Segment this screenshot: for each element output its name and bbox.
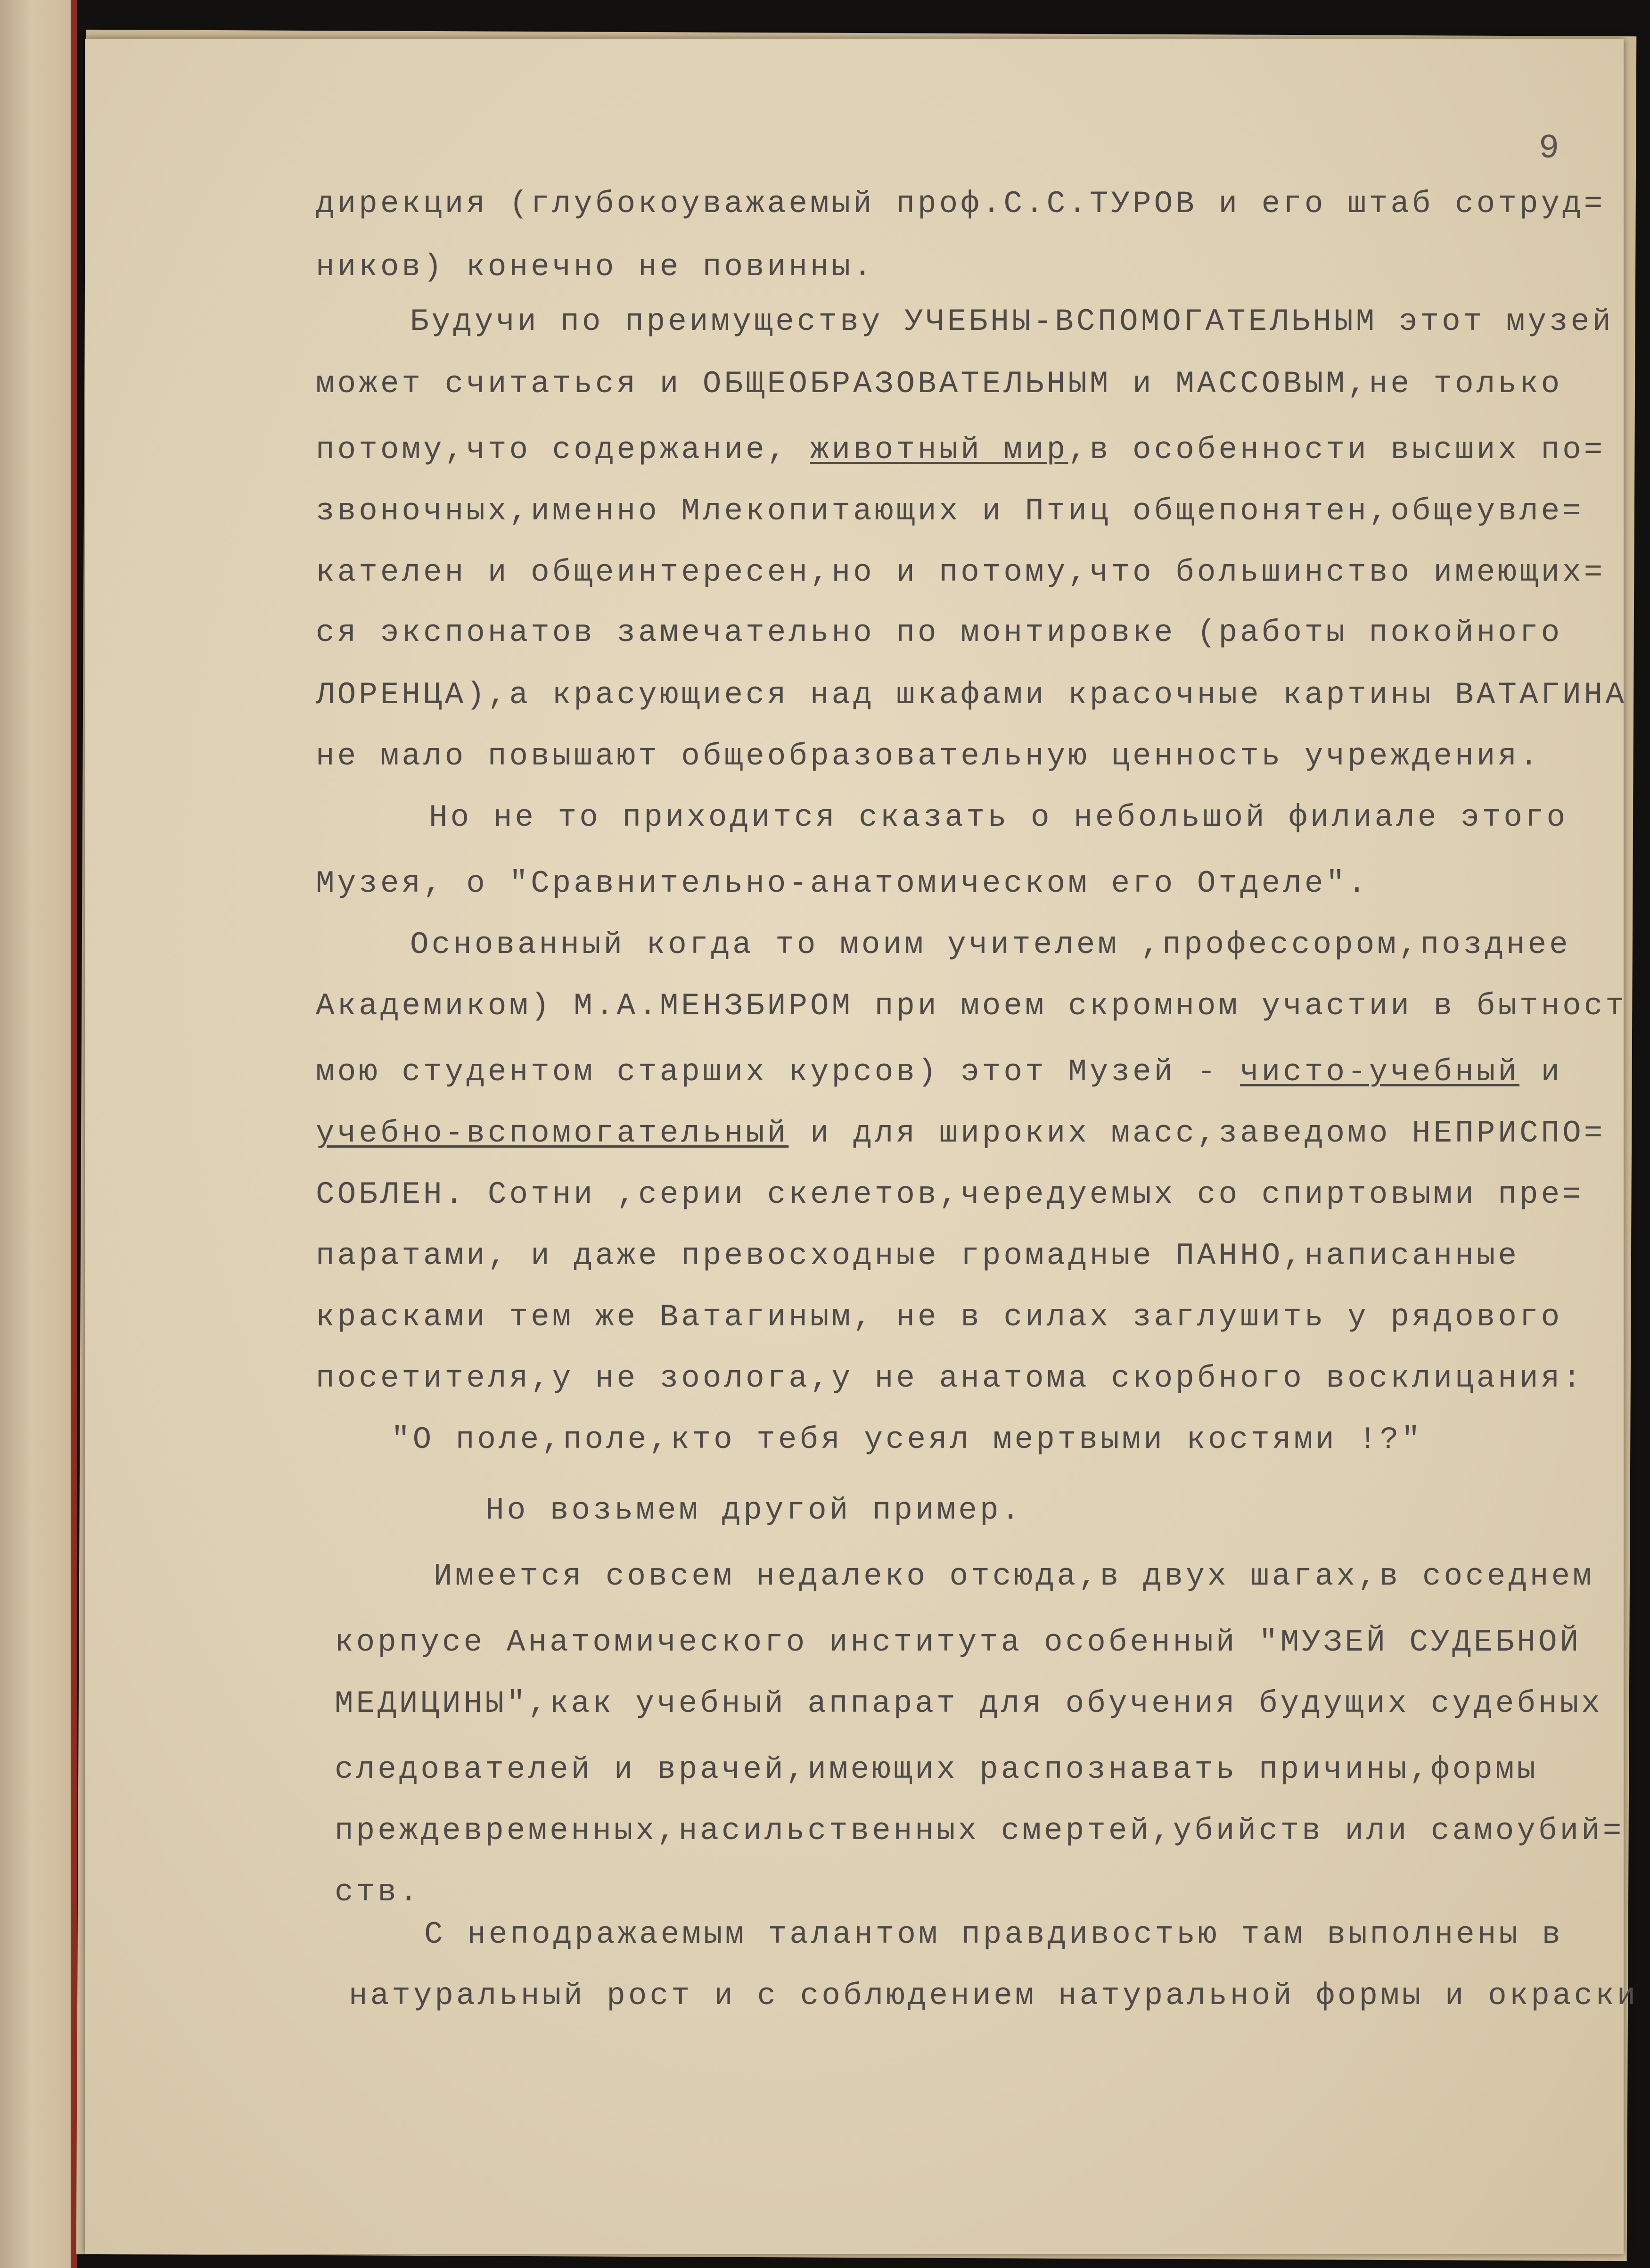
text-line-6: звоночных,именно Млекопитающих и Птиц общепонятен,общеувле=	[316, 493, 1584, 529]
text-line-4: может считаться и ОБЩЕОБРАЗОВАТЕЛЬНЫМ и МАССОВЫМ,не только	[316, 366, 1563, 402]
page-number: 9	[1539, 129, 1560, 168]
text-line-27: преждевременных,насильственных смертей,убийств или самоубий=	[335, 1813, 1625, 1849]
text-line-14: Академиком) М.А.МЕНЗБИРОМ при моем скромном участии в бытност	[316, 988, 1627, 1024]
text-line-5	[316, 432, 1606, 468]
text-line-21: "О поле,поле,кто тебя усеял мертвыми костями !?"	[391, 1422, 1423, 1457]
text-line-15-a: мою студентом старших курсов) этот Музей -	[316, 1054, 1240, 1090]
text-line-15-c: и	[1519, 1054, 1563, 1090]
text-line-1: дирекция (глубокоуважаемый проф.С.С.ТУРОВ и его штаб сотруд=	[316, 186, 1606, 222]
text-line-18: паратами, и даже превосходные громадные ПАННО,написанные	[316, 1238, 1519, 1274]
text-line-17: СОБЛЕН. Сотни ,серии скелетов,чередуемых со спиртовыми пре=	[316, 1177, 1584, 1212]
text-line-25: МЕДИЦИНЫ",как учебный аппарат для обучения будущих судебных	[335, 1686, 1603, 1721]
text-line-29: С неподражаемым талантом правдивостью там выполнены в	[424, 1917, 1564, 1952]
text-line-3: Будучи по преимуществу УЧЕБНЫ-ВСПОМОГАТЕЛЬНЫМ этот музей	[410, 304, 1614, 339]
text-line-16	[316, 1118, 1605, 1149]
text-line-20: посетителя,у не зоолога,у не анатома скорбного восклицания:	[316, 1361, 1584, 1396]
text-line-5-a: потому,что содержание,	[316, 432, 810, 468]
text-line-2: ников) конечно не повинны.	[316, 249, 875, 285]
text-line-9: ЛОРЕНЦА),а красующиеся над шкафами красочные картины ВАТАГИНА	[316, 677, 1627, 713]
text-line-15	[316, 1054, 1563, 1090]
text-line-12: Музея, о "Сравнительно-анатомическом его Отделе".	[316, 866, 1369, 901]
text-line-10: не мало повышают общеобразовательную ценность учреждения.	[316, 739, 1541, 774]
underlined-phrase-purely-educational: чисто-учебный	[1240, 1054, 1519, 1090]
folder-edge	[71, 0, 77, 2268]
text-line-19: красками тем же Ватагиным, не в силах заглушить у рядового	[316, 1299, 1563, 1335]
adjacent-page-edge	[0, 0, 71, 2268]
text-line-16-c: и для широких масс,заведомо НЕПРИСПО=	[788, 1116, 1606, 1151]
underlined-phrase-educational-auxiliary: учебно-вспомогательный	[316, 1116, 789, 1151]
text-line-5-c: ,в особенности высших по=	[1068, 432, 1606, 468]
text-line-23: Имеется совсем недалеко отсюда,в двух шагах,в соседнем	[434, 1559, 1594, 1594]
underlined-phrase-animal-world: животный мир	[810, 432, 1068, 468]
text-line-24: корпусе Анатомического института особенный "МУЗЕЙ СУДЕБНОЙ	[335, 1625, 1582, 1660]
text-line-22: Но возьмем другой пример.	[485, 1493, 1023, 1528]
text-line-13: Основанный когда то моим учителем ,профессором,позднее	[410, 927, 1571, 962]
typewritten-page	[85, 39, 1639, 2254]
text-line-30: натуральный рост и с соблюдением натуральной формы и окраски	[349, 1978, 1639, 2013]
text-line-11: Но не то приходится сказать о небольшой филиале этого	[429, 800, 1568, 835]
text-line-28: ств.	[335, 1874, 421, 1910]
text-line-7: кателен и общеинтересен,но и потому,что большинство имеющих=	[316, 555, 1606, 590]
text-line-26: следователей и врачей,имеющих распознавать причины,формы	[335, 1752, 1538, 1787]
text-line-8: ся экспонатов замечательно по монтировке (работы покойного	[316, 615, 1563, 650]
